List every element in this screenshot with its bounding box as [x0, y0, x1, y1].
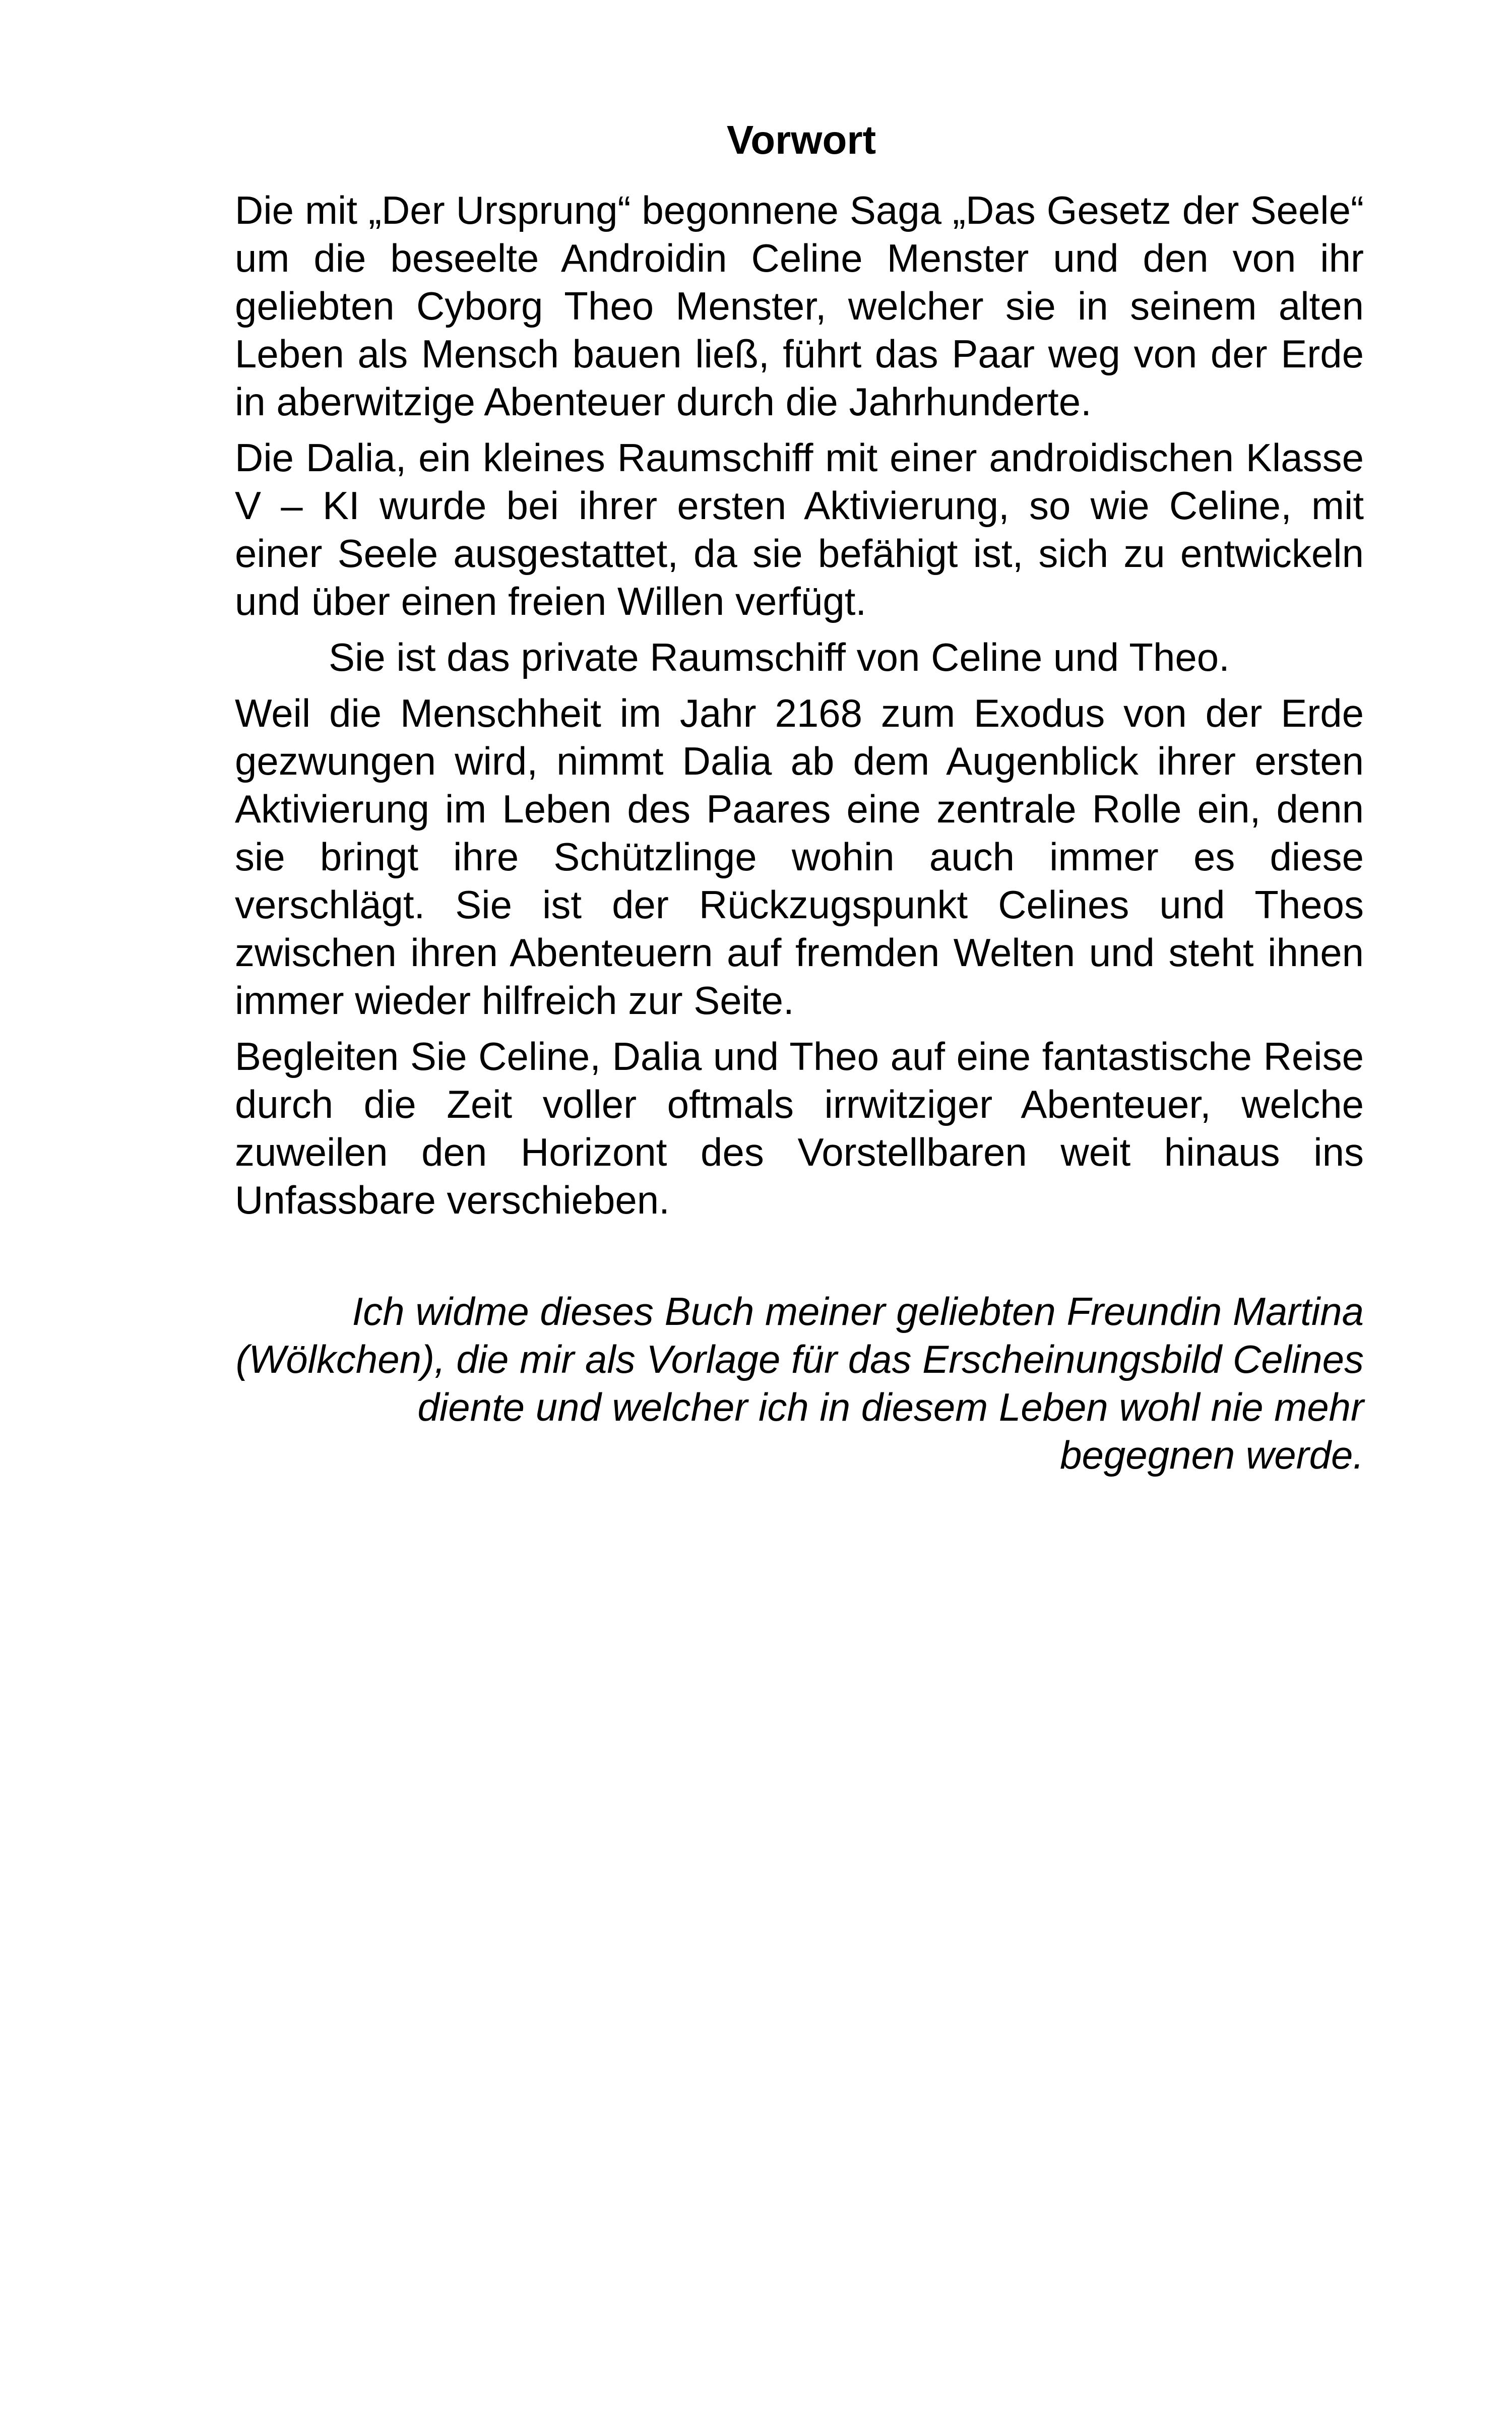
paragraph-journey: Begleiten Sie Celine, Dalia und Theo auf eine fantastische Reise durch die Zeit voller oftmals irrwitziger Abenteuer, welche zuweilen den Horizont des Vorstellbaren weit hinaus ins Unfassbare verschieben.	[235, 1034, 1364, 1222]
paragraph-private-ship: Sie ist das private Raumschiff von Celine und Theo.	[329, 635, 1230, 679]
dedication: Ich widme dieses Buch meiner geliebten Freundin Martina (Wölkchen), die mir als Vorlage für das Erscheinungsbild Celines diente und welcher ich in diesem Leben wohl nie mehr begegnen werde.	[235, 1289, 1364, 1477]
paragraph-exodus: Weil die Menschheit im Jahr 2168 zum Exodus von der Erde gezwungen wird, nimmt Dalia ab dem Augenblick ihrer ersten Aktivierung im Leben des Paares eine zentrale Rolle ein, denn sie bringt ihre Schützlinge wohin auch immer es diese verschlägt. Sie ist der Rückzugspunkt Celines und Theos zwischen ihren Abenteuern auf fremden Welten und steht ihnen immer wieder hilfreich zur Seite.	[235, 691, 1364, 1023]
paragraph-saga: Die mit „Der Ursprung“ begonnene Saga „Das Gesetz der Seele“ um die beseelte Androidin Celine Menster und den von ihr geliebten Cyborg Theo Menster, welcher sie in seinem alten Leben als Mensch bauen ließ, führt das Paar weg von der Erde in aberwitzige Abenteuer durch die Jahrhunderte.	[235, 188, 1364, 424]
paragraph-dalia: Die Dalia, ein kleines Raumschiff mit einer androidischen Klasse V – KI wurde bei ihrer ersten Aktivierung, so wie Celine, mit einer Seele ausgestattet, da sie befähigt ist, sich zu entwickeln und über einen freien Willen verfügt.	[235, 435, 1364, 623]
page-title: Vorwort	[726, 117, 876, 162]
foreword-body	[235, 186, 1364, 1232]
